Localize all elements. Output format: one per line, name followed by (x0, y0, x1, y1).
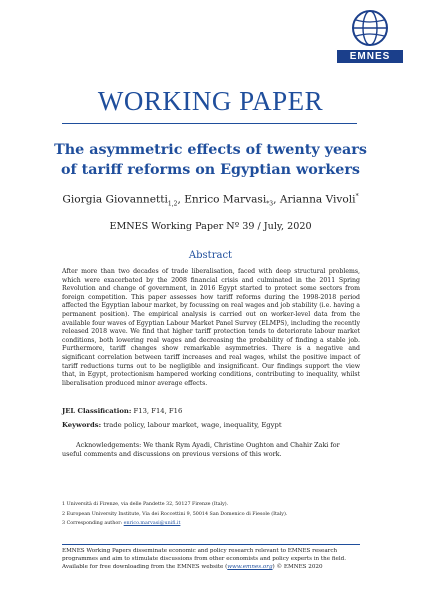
website-link[interactable]: www.emnes.org (227, 564, 273, 571)
footnotes (62, 500, 360, 529)
title-divider (62, 123, 357, 124)
keywords-list: trade policy, labour market, wage, inequality, Egypt (103, 421, 282, 429)
series-number: EMNES Working Paper Nº 39 / July, 2020 (109, 221, 312, 232)
author-name: Enrico Marvasi (184, 193, 267, 206)
footer-note (62, 547, 360, 572)
paper-title-line-2: of tariff reforms on Egyptian workers (61, 162, 360, 178)
logo-wordmark: EMNES (337, 50, 403, 63)
paper-title-line-1: The asymmetric effects of twenty years (54, 142, 367, 158)
author-affiliation: * (355, 193, 359, 200)
footer-text: EMNES Working Papers disseminate economic and policy research relevant to EMNES research programmes and aim to stimulate discussions from other economists and policy experts in the field. Available for free downloading from the EMNES website ( (62, 548, 347, 571)
author-name: Arianna Vivoli (279, 193, 356, 206)
footer-divider (62, 544, 360, 545)
footer-copyright: ) © EMNES 2020 (272, 564, 323, 571)
jel-classification (62, 407, 360, 415)
keywords (62, 421, 360, 429)
globe-icon (350, 8, 390, 48)
jel-codes: F13, F14, F16 (133, 407, 183, 415)
abstract-heading: Abstract (188, 250, 233, 261)
footnote-1: 1 Università di Firenze, via delle Pandette 32, 50127 Firenze (Italy). (62, 502, 229, 507)
author-affiliation: 1,2 (167, 200, 178, 208)
acknowledgements: Acknowledgements: We thank Rym Ayadi, Christine Oughton and Chahir Zaki for useful comments and discussions on previous versions of this work. (62, 441, 340, 458)
keywords-label: Keywords: (62, 421, 102, 429)
paper-title (30, 140, 391, 180)
footnote-3-label: 3 Corresponding author: (62, 521, 123, 526)
author-email-link[interactable]: enrico.marvasi@unifi.it (123, 521, 181, 526)
footnote-2: 2 European University Institute, Via dei Roccettini 9, 50014 San Domenico di Fiesole (Italy). (62, 511, 288, 517)
jel-label: JEL Classification: (62, 407, 132, 415)
working-paper-heading: WORKING PAPER (97, 86, 324, 116)
author-name: Giorgia Giovannetti (62, 193, 168, 206)
abstract-body: After more than two decades of trade liberalisation, faced with deep structural problems, which were exacerbated by the 2008 financial crisis and culminated in the 2011 Spring Revolution and change of government, in 2016 Egypt started to protect some sectors from foreign competition. This paper assesses how tariff reforms during the 1998-2018 period affected the Egyptian labour market, by focussing on real wages and job stability (i.e. having a permanent position). The empirical analysis is carried out on worker-level data from the available four waves of Egyptian Labour Market Panel Survey (ELMPS), including the recently released 2018 wave. We find that higher tariff protection tends to deteriorate labour market conditions, both lowering real wages and decreasing the probability of finding a stable job. Furthermore, tariff changes show remarkable asymmetries. There is a negative and significant correlation between tariff increases and real wages, whilst the positive impact of tariff reductions turns out to be negligible and insignificant. Our findings support the view that, in Egypt, protectionism hampered working conditions, contributing to inequality, whilst liberalisation produced minor average effects. (62, 268, 360, 387)
emnes-logo (337, 8, 403, 63)
author-affiliation: *3 (266, 200, 274, 208)
footnote-3 (62, 519, 360, 529)
author-list: Giorgia Giovannetti$_{1,2}$, Enrico Marvasi$_{*3}$, Arianna Vivoli* (62, 193, 359, 208)
